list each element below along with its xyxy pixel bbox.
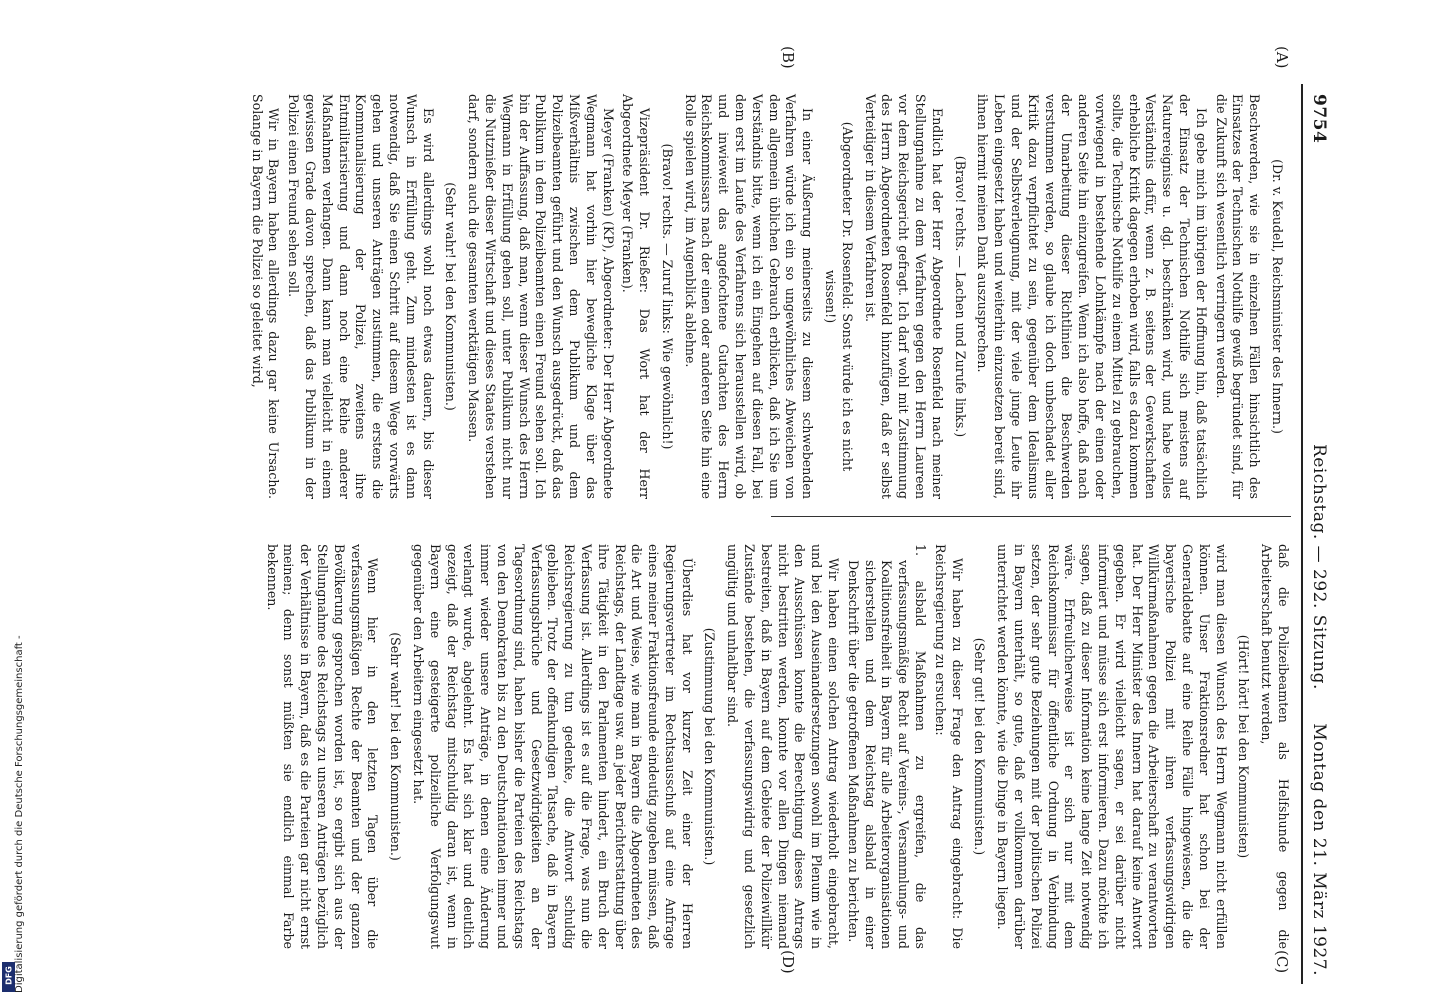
paragraph: Überdies hat vor kurzer Zeit einer der Herren Regierungsvertreter im Rechtsausschuß auf eine Anfrage eines meiner Fraktionsfreunde eindeutig zugeben müssen, daß die Art und Weise, wie man in Bayern die Abgeordneten des Reichstags, der Landtage usw. an jeder Berichterstattung über ihre Tätigkeit in den Parlamenten hindert, ein Bruch der Verfassung ist. Allerdings ist es auf die Frage, was nun die Reichsregierung zu tun gedenke, die Antwort schuldig geblieben. Trotz der offenkundigen Tatsache, daß in Bayern Verfassungsbrüche und Gesetzwidrigkeiten an der Tagesordnung sind, haben bisher die Parteien des Reichstags von den Demokraten bis zu den Deutschnationalen immer und immer wieder unsere Anträge, in denen eine Änderung verlangt wurde, abgelehnt. Es hat sich klar und deutlich gezeigt, daß der Reichstag mitschuldig daran ist, wenn in Bayern eine gesteigerte polizeiliche Verfolgungswut gegenüber den Arbeitern eingesetzt hat. [410,544,695,949]
interjection: (Abgeordneter Dr. Rosenfeld: Sonst würde ich es nicht wissen!) [823,121,855,472]
interjection: (Sehr wahr! bei den Kommunisten.) [443,182,459,411]
paragraph: Wir haben zu dieser Frage den Antrag eingebracht: Die Reichsregierung zu ersuchen: [932,544,965,949]
interjection: (Zustimmung bei den Kommunisten.) [702,627,718,866]
margin-marker-a: (A) [1273,46,1291,69]
paragraph: wird man diesen Wunsch des Herrn Wegmann nicht erfüllen können. Unser Fraktionsredner hat schon bei der Generaldebatte auf eine Reihe Fälle hingewiesen, die die bayerische Polizei mit ihren verfassungswidrigen Willkürmaßnahmen gegen die Arbeiterschaft zu verantworten hat. Der Herr Minister des Innern hat darauf keine Antwort gegeben. Er wird vielleicht sagen, er sei darüber nicht informiert und müsse sich erst informieren. Dazu möchte ich sagen, daß zu dieser Information keine lange Zeit notwendig wäre. Erfreulicherweise ist er sich nur mit dem Reichskommissar für öffentliche Ordnung in Verbindung setzen, der sehr gute Beziehungen mit der politischen Polizei in Bayern unterhält, so gute, daß er vollkommen darüber unterrichtet werden könnte, wie die Dinge in Bayern liegen. [995,544,1229,949]
paragraph: (Dr. v. Keudell, Reichsminister des Innern.) [1270,159,1285,434]
page-header [1301,84,1337,984]
right-column [260,544,1291,949]
list-item: 1. alsbald Maßnahmen zu ergreifen, die das verfassungsmäßige Recht auf Vereins-, Versammlungs- und Koalitionsfreiheit in Bayern für alle Arbeiterorganisationen sicherstellen und dem Reichstag alsbald in einer Denkschrift über die getroffenen Maßnahmen zu berichten. [845,544,929,949]
margin-marker-b: (B) [779,46,797,69]
interjection: (Sehr gut! bei den Kommunisten.) [972,637,988,856]
interjection: (Bravo! rechts. — Zuruf links: Wie gewöhnlich!) [659,143,675,450]
paragraph: Wir in Bayern haben allerdings dazu gar keine Ursache. Solange in Bayern die Polizei so geleitet wird, [249,94,282,499]
left-column [245,94,1291,499]
paragraph: daß die Polizeibeamten als Helfshunde gegen die Arbeiterschaft benutzt werden, [1259,544,1291,949]
paragraph: Es wird allerdings wohl noch etwas dauern, bis dieser Wunsch in Erfüllung geht. Zum mindesten ist es dann notwendig, daß Sie einen Schritt auf diesem Wege vorwärts gehen und unseren Anträgen zustimmen, die erstens die Kommunalisierung der Polizei, zweitens ihre Entmilitarisierung und dann noch eine Reihe anderer Maßnahmen verlangen. Dann kann man vielleicht in einem gewissen Grade davon sprechen, daß das Publikum in der Polizei einen Freund sehen soll. [286,94,436,499]
digitization-credit: Digitalisierung gefördert durch die Deutsche Forschungsgemeinschaft - [14,635,25,993]
margin-marker-c: (C) [1273,950,1291,974]
paragraph: Endlich hat der Herr Abgeordnete Rosenfeld nach meiner Stellungnahme zu dem Verfahren gegen den Herrn Laureen vor dem Reichsgericht gefragt. Ich darf wohl mit Zustimmung des Herrn Abgeordneten Rosenfeld hinzufügen, daß er selbst Verteidiger in diesem Verfahren ist. [862,94,945,499]
interjection: (Hört! hört! bei den Kommunisten) [1236,634,1252,859]
paragraph: Wenn hier in den letzten Tagen über die verfassungsmäßigen Rechte der Beamten und der ganzen Bevölkerung gesprochen worden ist, so ergibt sich aus der Stellungnahme des Reichstags zu unseren Anträgen bezüglich der Verhältnisse in Bayern, daß es die Parteien gar nicht ernst meinen; denn sonst müßten sie endlich einmal Farbe bekennen. [264,544,381,949]
margin-marker-d: (D) [779,950,797,974]
interjection: (Bravo! rechts. — Lachen und Zurufe links.) [952,155,968,438]
paragraph: Vizepräsident Dr. Rießer: Das Wort hat der Herr Abgeordnete Meyer (Franken). [620,94,653,499]
document-sheet [97,46,1337,984]
paragraph: Ich gebe mich im übrigen der Hoffnung hin, daß tatsächlich der Einsatz der Technischen Nothilfe sich meistens auf Naturereignisse u. dgl. beschränken wird, und habe volles Verständnis dafür, wenn z. B. seitens der Gewerkschaften erhebliche Kritik dagegen erhoben wird, falls es dazu kommen sollte, die Technische Nothilfe zu einem Mittel zu gebrauchen, vorwiegend in bestehende Lohnkämpfe nach der einen oder anderen Seite hin einzugreifen. Wenn ich also hoffe, daß nach der Umarbeitung dieser Richtlinien die Beschwerden verstummen werden, so glaube ich doch unbeschadet aller Kritik dazu verpflichtet zu sein, gegenüber dem Idealismus und der Selbstverleugnung, mit der viele junge Leute ihr Leben eingesetzt haben und weiterhin einzusetzen bereit sind, ihnen hiermit meinen Dank auszusprechen. [975,94,1209,499]
paragraph: Meyer (Franken) (KP), Abgeordneter: Der Herr Abgeordnete Wegmann hat vorhin hier bewegliche Klage über das Mißverhältnis zwischen dem Publikum und dem Polizeibeamten geführt und den Wunsch ausgedrückt, daß das Publikum in dem Polizeibeamten einen Freund sehen soll. Ich bin der Auffassung, daß man, wenn dieser Wunsch des Herrn Wegmann in Erfüllung gehen soll, unter Publikum nicht nur die Nutznießer dieser Wirtschaft und dieses Staates verstehen darf, sondern auch die gesamten werktätigen Massen. [466,94,616,499]
page-number: 9754 [1309,94,1329,144]
dfg-logo-text: DFG [4,966,14,985]
interjection: (Sehr wahr! bei den Kommunisten.) [388,632,404,861]
session-title: Reichstag. — 292. Sitzung. [1309,444,1329,690]
paragraph: In einer Äußerung meinerseits zu diesem schwebenden Verfahren würde ich ein so ungewöhnliches Abweichen von dem allgemein üblichen Gebrauch erblicken, daß ich Sie um Verständnis bitte, wenn ich ein Eingehen auf diesen Fall, bei dem erst im Laufe des Verfahrens sich herausstellen wird, ob und inwieweit das angefochtene Gutachten des Herrn Reichskommissars nach der einen oder anderen Seite hin eine Rolle spielen wird, im Augenblick ablehne. [682,94,816,499]
header-rule [1301,84,1303,984]
paragraph: Wir haben einen solchen Antrag wiederholt eingebracht, und bei den Auseinandersetzungen sowohl im Plenum wie in den Ausschüssen konnte die Berechtigung dieses Antrags nicht bestritten werden, konnte vor allen Dingen niemand bestreiten, daß in Bayern auf dem Gebiete der Polizeiwillkür Zustände bestehen, die verfassungswidrig und gesetzlich ungültig und unhaltbar sind. [725,544,842,949]
column-rule [771,516,1291,517]
session-date: Montag den 21. März 1927. [1309,723,1329,976]
paragraph: Beschwerden, wie sie in einzelnen Fällen hinsichtlich des Einsatzes der Technischen Nothilfe gewiß begründet sind, für die Zukunft sich wesentlich verringern werden. [1213,94,1263,499]
